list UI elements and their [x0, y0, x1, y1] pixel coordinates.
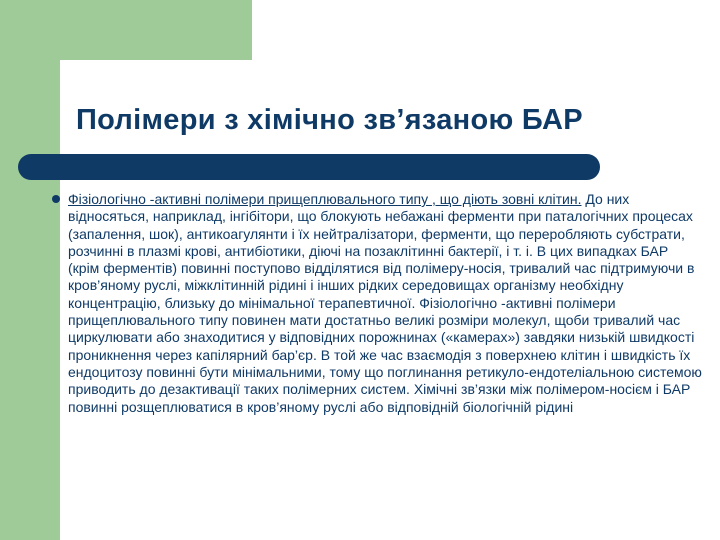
- slide-title: Полімери з хімічно зв’язаною БАР: [76, 104, 583, 136]
- green-top-stripe: [0, 0, 252, 60]
- title-underline-bar: [18, 154, 600, 180]
- body-paragraph: [68, 191, 702, 416]
- bullet-icon: [52, 195, 60, 203]
- hyperlink-text[interactable]: Фізіологічно -активні полімери прищеплювального типу , що діють зовні клітин.: [68, 191, 582, 207]
- slide-content: [52, 191, 702, 416]
- body-text: До них відносяться, наприклад, інгібітори, що блокують небажані ферменти при паталогічних процесах (запалення, шок), антикоагулянти і їх нейтралізатори, ферменти, що переробляють субстрати, розчинні в плазмі крові, антибіотики, діючі на позаклітинні бактерії, і т. і. В цих випадках БАР (крім ферментів) повинні поступово відділятися від полімеру-носія, тривалий час підтримуючи в кров’яному руслі, міжклітинній рідині і інших рідких середовищах організму необхідну концентрацію, близьку до мінімальної терапевтичної. Фізіологічно -активні полімери прищеплювального типу повинен мати достатньо великі розміри молекул, щоби тривалий час циркулювати або знаходитися у відповідних порожнинах («камерах») завдяки низькій швидкості проникнення через капілярний бар’єр. В той же час взаємодія з поверхнею клітин і швидкість їх ендоцитозу повинні бути мінімальними, тому що поглинання ретикуло-ендотеліальною системою приводить до дезактивації таких полімерних систем. Хімічні зв’язки між полімером-носієм і БАР повинні розщеплюватися в кров’яному руслі або відповідній біологічній рідині: [68, 191, 702, 415]
- green-side-stripe: [0, 0, 60, 540]
